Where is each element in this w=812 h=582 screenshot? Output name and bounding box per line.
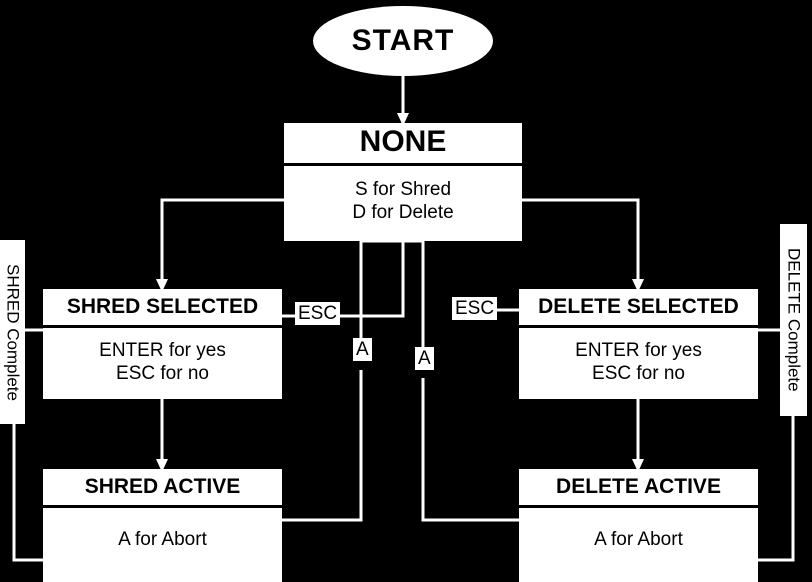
node-none-title: NONE: [284, 123, 522, 166]
node-shred-selected-body-line-2: ESC for no: [116, 363, 209, 385]
node-none[interactable]: [284, 123, 522, 241]
edge-delete-complete-lower: [758, 416, 793, 560]
edge-delete-active-abort: [423, 378, 519, 520]
node-delete-selected-body-line-2: ESC for no: [592, 363, 685, 385]
edge-none-to-shred-selected: [162, 200, 284, 289]
node-delete-selected[interactable]: [519, 289, 758, 399]
edge-delete-abort-to-none: [403, 241, 423, 347]
edge-label-esc-right: ESC: [452, 297, 497, 320]
node-delete-active-title: DELETE ACTIVE: [519, 469, 758, 508]
edge-none-to-delete-selected: [522, 200, 638, 289]
edge-shred-complete-lower: [14, 424, 43, 560]
node-delete-selected-body-line-1: ENTER for yes: [575, 340, 702, 361]
edge-shred-active-abort: [282, 370, 361, 520]
node-shred-selected-title: SHRED SELECTED: [43, 289, 282, 328]
node-shred-selected[interactable]: [43, 289, 282, 399]
node-shred-active-body-line-1: A for Abort: [118, 529, 207, 550]
node-delete-selected-body: [519, 328, 758, 385]
edge-label-a-left: A: [353, 338, 372, 361]
edge-label-a-right: A: [415, 347, 434, 370]
edge-label-shred-complete: SHRED Complete: [0, 240, 25, 424]
edge-label-delete-complete: DELETE Complete: [780, 224, 807, 416]
node-shred-active-title: SHRED ACTIVE: [43, 469, 282, 508]
node-none-body-line-2: D for Delete: [352, 202, 454, 224]
node-start-label: START: [351, 24, 455, 57]
node-none-body: [284, 166, 522, 224]
node-shred-active-body: [43, 508, 282, 551]
node-none-body-line-1: S for Shred: [354, 179, 452, 200]
node-shred-active[interactable]: [43, 469, 282, 582]
node-delete-active-body-line-1: A for Abort: [594, 529, 683, 550]
node-start[interactable]: [313, 6, 493, 76]
node-shred-selected-body: [43, 328, 282, 385]
node-delete-selected-title: DELETE SELECTED: [519, 289, 758, 328]
edge-label-esc-left: ESC: [295, 302, 340, 325]
node-delete-active[interactable]: [519, 469, 758, 582]
edge-shred-abort-to-none: [361, 241, 403, 347]
node-shred-selected-body-line-1: ENTER for yes: [99, 340, 226, 361]
node-delete-active-body: [519, 508, 758, 551]
